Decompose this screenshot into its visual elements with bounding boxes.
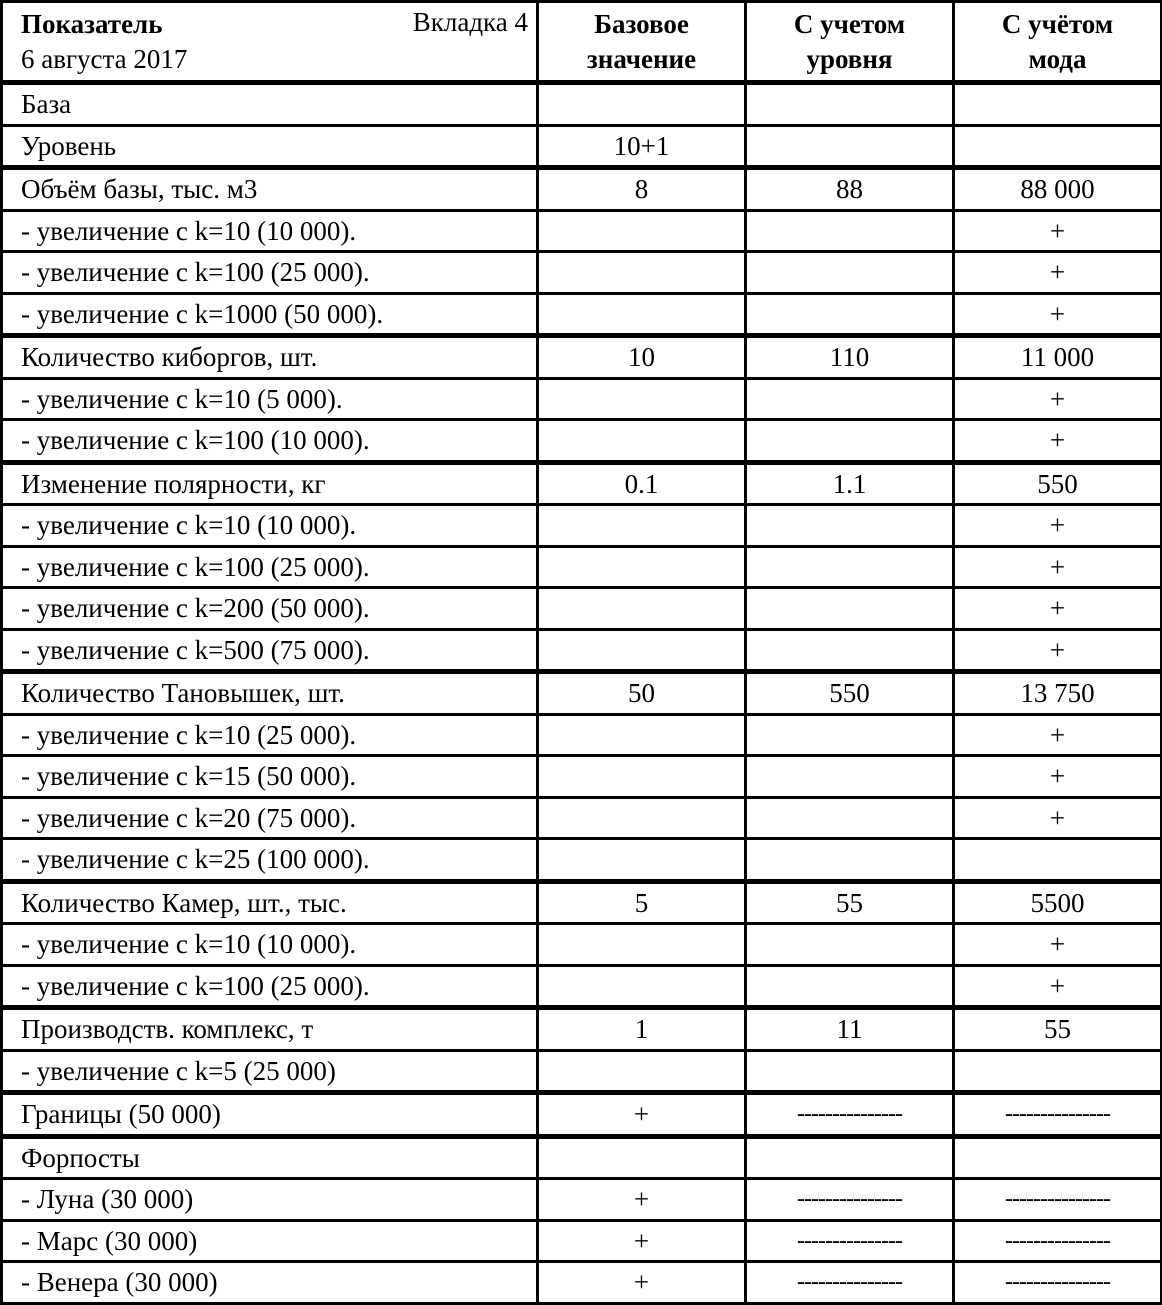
row-label: - увеличение с k=5 (25 000) bbox=[2, 1050, 538, 1093]
base-value-cell: + bbox=[538, 1220, 746, 1262]
mod-value-cell: + bbox=[954, 293, 1162, 336]
base-value-cell: 10+1 bbox=[538, 125, 746, 168]
level-value-cell: 110 bbox=[746, 336, 954, 379]
table-row bbox=[2, 839, 1162, 882]
mod-value-cell: 13 750 bbox=[954, 672, 1162, 715]
level-value-cell bbox=[746, 756, 954, 798]
table-row bbox=[2, 546, 1162, 588]
base-value-cell bbox=[538, 797, 746, 839]
row-label: - увеличение с k=20 (75 000). bbox=[2, 797, 538, 839]
table-row bbox=[2, 1262, 1162, 1304]
base-value-cell: 1 bbox=[538, 1008, 746, 1051]
header-date: 6 августа 2017 bbox=[21, 43, 188, 74]
base-value-cell bbox=[538, 210, 746, 252]
row-label: Границы (50 000) bbox=[2, 1093, 538, 1137]
row-label: - увеличение с k=100 (25 000). bbox=[2, 546, 538, 588]
row-label: - увеличение с k=100 (10 000). bbox=[2, 420, 538, 463]
row-label: - Марс (30 000) bbox=[2, 1220, 538, 1262]
mod-value-cell: + bbox=[954, 588, 1162, 630]
table-row bbox=[2, 924, 1162, 966]
base-value-cell bbox=[538, 1136, 746, 1179]
row-label: Количество Камер, шт., тыс. bbox=[2, 881, 538, 924]
mod-value-cell: + bbox=[954, 629, 1162, 672]
table-row bbox=[2, 797, 1162, 839]
level-value-cell bbox=[746, 588, 954, 630]
base-value-cell bbox=[538, 505, 746, 547]
mod-value-cell bbox=[954, 1050, 1162, 1093]
level-value-cell bbox=[746, 210, 954, 252]
level-value-cell: --------------- bbox=[746, 1220, 954, 1262]
mod-value-cell: + bbox=[954, 924, 1162, 966]
row-label: - увеличение с k=1000 (50 000). bbox=[2, 293, 538, 336]
mod-value-cell bbox=[954, 125, 1162, 168]
row-label: Изменение полярности, кг bbox=[2, 462, 538, 505]
row-label: Количество киборгов, шт. bbox=[2, 336, 538, 379]
table-row bbox=[2, 125, 1162, 168]
row-label: - увеличение с k=100 (25 000). bbox=[2, 965, 538, 1008]
level-value-cell bbox=[746, 924, 954, 966]
table-row bbox=[2, 1136, 1162, 1179]
mod-value-cell: 550 bbox=[954, 462, 1162, 505]
header-indicator-cell bbox=[2, 2, 538, 83]
base-value-cell: + bbox=[538, 1262, 746, 1304]
table-row bbox=[2, 1220, 1162, 1262]
base-value-cell bbox=[538, 588, 746, 630]
mod-value-cell: + bbox=[954, 714, 1162, 756]
level-value-cell bbox=[746, 378, 954, 420]
level-value-cell bbox=[746, 965, 954, 1008]
row-label: - увеличение с k=200 (50 000). bbox=[2, 588, 538, 630]
level-value-cell: 550 bbox=[746, 672, 954, 715]
base-value-cell bbox=[538, 756, 746, 798]
level-value-cell bbox=[746, 293, 954, 336]
level-value-cell bbox=[746, 546, 954, 588]
table-row bbox=[2, 672, 1162, 715]
row-label: - Луна (30 000) bbox=[2, 1179, 538, 1221]
table-row bbox=[2, 1179, 1162, 1221]
table-row bbox=[2, 336, 1162, 379]
base-value-cell bbox=[538, 378, 746, 420]
level-value-cell: 11 bbox=[746, 1008, 954, 1051]
mod-value-cell: + bbox=[954, 210, 1162, 252]
base-value-cell bbox=[538, 714, 746, 756]
base-value-cell bbox=[538, 629, 746, 672]
row-label: - увеличение с k=10 (10 000). bbox=[2, 210, 538, 252]
header-indicator-title: Показатель bbox=[21, 8, 163, 39]
level-value-cell: --------------- bbox=[746, 1093, 954, 1137]
table-row bbox=[2, 378, 1162, 420]
table-row bbox=[2, 252, 1162, 294]
base-value-cell bbox=[538, 924, 746, 966]
level-value-cell bbox=[746, 420, 954, 463]
level-value-cell: --------------- bbox=[746, 1262, 954, 1304]
row-label: База bbox=[2, 83, 538, 126]
base-value-cell: 5 bbox=[538, 881, 746, 924]
mod-value-cell: + bbox=[954, 378, 1162, 420]
header-with-mod: С учётом мода bbox=[954, 2, 1162, 83]
table-row bbox=[2, 210, 1162, 252]
level-value-cell bbox=[746, 797, 954, 839]
table-row bbox=[2, 1093, 1162, 1137]
level-value-cell bbox=[746, 83, 954, 126]
table-row bbox=[2, 714, 1162, 756]
row-label: - Венера (30 000) bbox=[2, 1262, 538, 1304]
base-value-cell bbox=[538, 965, 746, 1008]
mod-value-cell: + bbox=[954, 505, 1162, 547]
mod-value-cell: + bbox=[954, 420, 1162, 463]
level-value-cell bbox=[746, 252, 954, 294]
row-label: - увеличение с k=10 (25 000). bbox=[2, 714, 538, 756]
row-label: Производств. комплекс, т bbox=[2, 1008, 538, 1051]
base-value-cell: 0.1 bbox=[538, 462, 746, 505]
table-row bbox=[2, 168, 1162, 211]
header-base-value: Базовое значение bbox=[538, 2, 746, 83]
row-label: Форпосты bbox=[2, 1136, 538, 1179]
level-value-cell bbox=[746, 505, 954, 547]
level-value-cell bbox=[746, 839, 954, 882]
table-row bbox=[2, 756, 1162, 798]
mod-value-cell: + bbox=[954, 252, 1162, 294]
base-value-cell: + bbox=[538, 1093, 746, 1137]
mod-value-cell: + bbox=[954, 797, 1162, 839]
mod-value-cell: 5500 bbox=[954, 881, 1162, 924]
base-value-cell bbox=[538, 293, 746, 336]
table-row bbox=[2, 1008, 1162, 1051]
table-row bbox=[2, 881, 1162, 924]
mod-value-cell: 11 000 bbox=[954, 336, 1162, 379]
mod-value-cell: 55 bbox=[954, 1008, 1162, 1051]
mod-value-cell: + bbox=[954, 756, 1162, 798]
level-value-cell bbox=[746, 1050, 954, 1093]
row-label: - увеличение с k=100 (25 000). bbox=[2, 252, 538, 294]
mod-value-cell: --------------- bbox=[954, 1179, 1162, 1221]
base-value-cell bbox=[538, 546, 746, 588]
base-value-cell bbox=[538, 252, 746, 294]
mod-value-cell: + bbox=[954, 965, 1162, 1008]
table-row bbox=[2, 83, 1162, 126]
base-value-cell: 50 bbox=[538, 672, 746, 715]
mod-value-cell: --------------- bbox=[954, 1093, 1162, 1137]
row-label: - увеличение с k=10 (10 000). bbox=[2, 505, 538, 547]
mod-value-cell: --------------- bbox=[954, 1220, 1162, 1262]
mod-value-cell: --------------- bbox=[954, 1262, 1162, 1304]
row-label: - увеличение с k=10 (10 000). bbox=[2, 924, 538, 966]
row-label: - увеличение с k=500 (75 000). bbox=[2, 629, 538, 672]
row-label: Объём базы, тыс. м3 bbox=[2, 168, 538, 211]
base-value-cell bbox=[538, 1050, 746, 1093]
base-value-cell bbox=[538, 839, 746, 882]
level-value-cell: 88 bbox=[746, 168, 954, 211]
row-label: - увеличение с k=10 (5 000). bbox=[2, 378, 538, 420]
row-label: Уровень bbox=[2, 125, 538, 168]
header-with-level: С учетом уровня bbox=[746, 2, 954, 83]
table-row bbox=[2, 588, 1162, 630]
level-value-cell: 1.1 bbox=[746, 462, 954, 505]
table-row bbox=[2, 1050, 1162, 1093]
level-value-cell bbox=[746, 629, 954, 672]
mod-value-cell bbox=[954, 839, 1162, 882]
header-tab-label: Вкладка 4 bbox=[412, 7, 528, 37]
level-value-cell: 55 bbox=[746, 881, 954, 924]
base-value-cell: 8 bbox=[538, 168, 746, 211]
level-value-cell bbox=[746, 714, 954, 756]
table-row bbox=[2, 965, 1162, 1008]
mod-value-cell: + bbox=[954, 546, 1162, 588]
mod-value-cell bbox=[954, 83, 1162, 126]
base-value-cell bbox=[538, 83, 746, 126]
row-label: Количество Тановышек, шт. bbox=[2, 672, 538, 715]
base-value-cell: 10 bbox=[538, 336, 746, 379]
level-value-cell: --------------- bbox=[746, 1179, 954, 1221]
level-value-cell bbox=[746, 1136, 954, 1179]
table-row bbox=[2, 420, 1162, 463]
header-row bbox=[2, 2, 1162, 83]
table-row bbox=[2, 505, 1162, 547]
table-row bbox=[2, 629, 1162, 672]
base-value-cell: + bbox=[538, 1179, 746, 1221]
mod-value-cell: 88 000 bbox=[954, 168, 1162, 211]
base-value-cell bbox=[538, 420, 746, 463]
row-label: - увеличение с k=25 (100 000). bbox=[2, 839, 538, 882]
row-label: - увеличение с k=15 (50 000). bbox=[2, 756, 538, 798]
level-value-cell bbox=[746, 125, 954, 168]
mod-value-cell bbox=[954, 1136, 1162, 1179]
table-row bbox=[2, 462, 1162, 505]
table-row bbox=[2, 293, 1162, 336]
